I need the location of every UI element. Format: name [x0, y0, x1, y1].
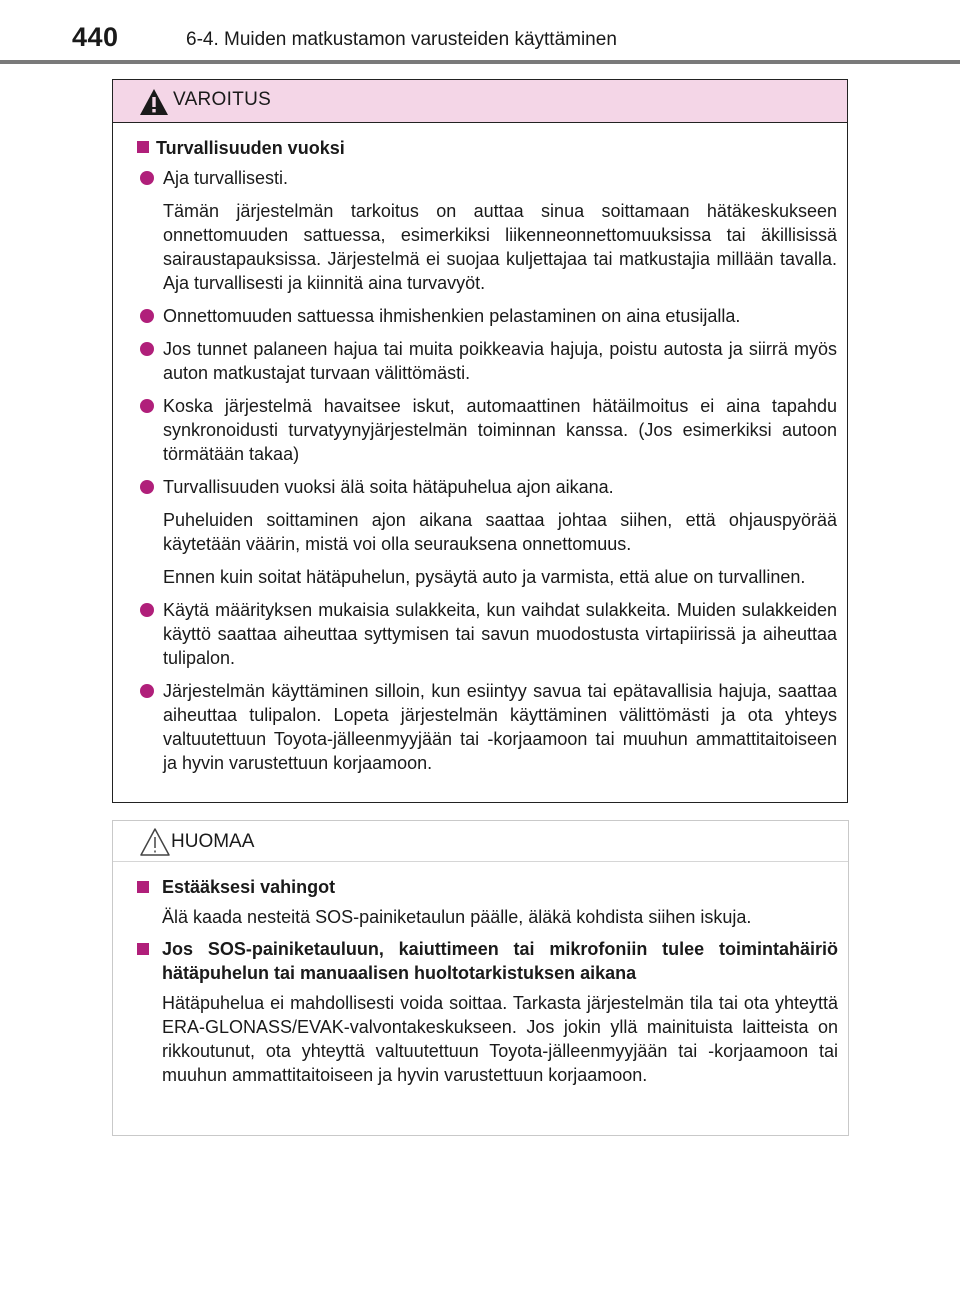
bullet-text: Käytä määrityksen mukaisia sulakkeita, kun vaihdat sulakkeita. Muiden sulakkeiden käyttö saattaa aiheuttaa syttymisen tai savun muodostusta virtapiirissä ja aiheuttaa tulipalon.	[163, 600, 837, 668]
warning-header	[113, 80, 847, 123]
bullet-text: Jos tunnet palaneen hajua tai muita poikkeavia hajuja, poistu autosta ja siirrä myös auton matkustajat turvaan välittömästi.	[163, 339, 837, 383]
round-bullet-icon	[140, 342, 154, 356]
notice-title: HUOMAA	[171, 831, 255, 852]
warning-bullet	[137, 166, 837, 190]
warning-title: VAROITUS	[173, 89, 272, 110]
warning-bullet	[137, 598, 837, 670]
page-header	[0, 0, 960, 62]
warning-box	[112, 79, 848, 803]
warning-bullet	[137, 337, 837, 385]
bullet-text: Aja turvallisesti.	[163, 168, 289, 188]
bullet-text: Onnettomuuden sattuessa ihmishenkien pelastaminen on aina etusijalla.	[163, 306, 741, 326]
notice-header	[113, 821, 848, 862]
warning-bullet	[137, 679, 837, 775]
section-title: 6-4. Muiden matkustamon varusteiden käyttäminen	[186, 29, 617, 50]
warning-bullet	[137, 475, 837, 499]
square-bullet-icon	[137, 943, 149, 955]
round-bullet-icon	[140, 603, 154, 617]
notice-text: Hätäpuhelua ei mahdollisesti voida soittaa. Tarkasta järjestelmän tila tai ota yhteyttä ERA-GLONASS/EVAK-valvontakeskukseen. Jos jokin yllä mainituista laitteista on rikkoutunut, ota yhteyttä valtuutettuun Toyota-jälleenmyyjään tai -korjaamoon tai muuhun ammattitaitoiseen ja hyvin varustettuun korjaamoon.	[162, 993, 838, 1085]
notice-box	[112, 820, 849, 1136]
warning-icon	[139, 88, 169, 116]
square-bullet-icon	[137, 141, 149, 153]
warning-bullet	[137, 304, 837, 328]
round-bullet-icon	[140, 480, 154, 494]
notice-body	[113, 862, 848, 1087]
warning-body	[113, 123, 847, 775]
bullet-subtext: Tämän järjestelmän tarkoitus on auttaa sinua soittamaan hätäkeskukseen onnettomuuden sattuessa, esimerkiksi liikenneonnettomuuksissa tai äkillisissä sairaustapauksissa. Järjestelmä ei suojaa kuljettajaa tai matkustajia millään tavalla. Aja turvallisesti ja kiinnitä aina turvavyöt.	[163, 201, 837, 293]
caution-outline-icon	[139, 827, 171, 857]
round-bullet-icon	[140, 684, 154, 698]
bullet-subtext: Puheluiden soittaminen ajon aikana saattaa johtaa siihen, että ohjauspyörää käytetään väärin, mistä voi olla seurauksena onnettomuus.	[163, 510, 837, 554]
notice-text: Älä kaada nesteitä SOS-painiketaulun päälle, äläkä kohdista siihen iskuja.	[162, 907, 752, 927]
round-bullet-icon	[140, 171, 154, 185]
warning-bullet	[137, 394, 837, 466]
notice-heading: Estääksesi vahingot	[137, 875, 838, 899]
bullet-subtext: Ennen kuin soitat hätäpuhelun, pysäytä auto ja varmista, että alue on turvallinen.	[163, 567, 806, 587]
bullet-text: Turvallisuuden vuoksi älä soita hätäpuhelua ajon aikana.	[163, 477, 614, 497]
square-bullet-icon	[137, 881, 149, 893]
page-number: 440	[72, 22, 119, 52]
round-bullet-icon	[140, 309, 154, 323]
header-divider	[0, 60, 960, 64]
round-bullet-icon	[140, 399, 154, 413]
bullet-text: Koska järjestelmä havaitsee iskut, automaattinen hätäilmoitus ei aina tapahdu synkronoidusti turvatyynyjärjestelmän toiminnan kanssa. (Jos esimerkiksi autoon törmätään takaa)	[163, 396, 837, 464]
warning-heading: Turvallisuuden vuoksi	[137, 136, 837, 160]
bullet-text: Järjestelmän käyttäminen silloin, kun esiintyy savua tai epätavallisia hajuja, saattaa aiheuttaa tulipalon. Lopeta järjestelmän käyttäminen välittömästi ja ota yhteys valtuutettuun Toyota-jälleenmyyjään tai -korjaamoon tai muuhun ammattitaitoiseen ja hyvin varustettuun korjaamoon.	[163, 681, 837, 773]
notice-heading: Jos SOS-painiketauluun, kaiuttimeen tai mikrofoniin tulee toimintahäiriö hätäpuhelun tai manuaalisen huoltotarkistuksen aikana	[137, 937, 838, 985]
